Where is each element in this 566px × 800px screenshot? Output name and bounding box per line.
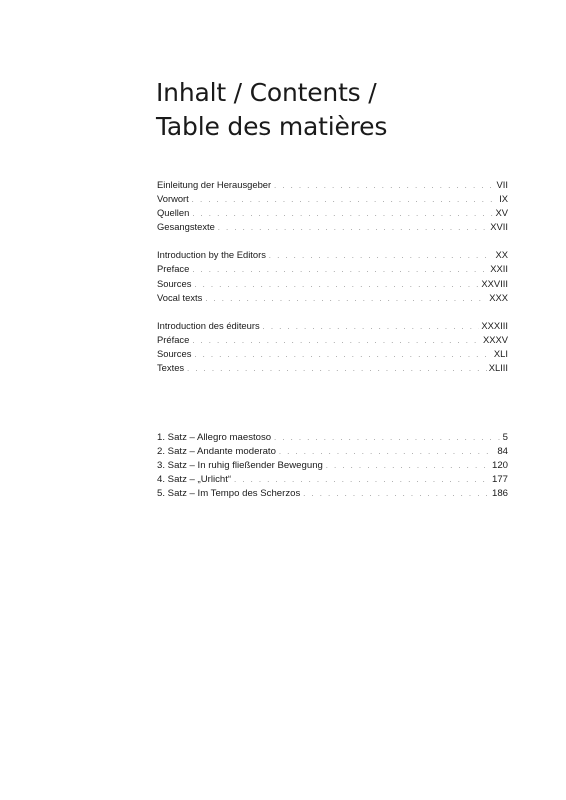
toc-entry-page: XXII [490, 263, 508, 275]
toc-entry [157, 431, 508, 445]
toc-group-french [157, 319, 508, 375]
toc-entry-label: Introduction by the Editors [157, 249, 266, 261]
toc-leader-dots [192, 208, 493, 222]
toc-entry-label: Préface [157, 333, 190, 345]
toc-entry-label: 1. Satz – Allegro maestoso [157, 432, 272, 443]
toc-entry-page: IX [499, 193, 508, 205]
toc-entry [157, 333, 508, 347]
toc-entry [157, 206, 508, 220]
page-title [156, 76, 516, 144]
toc-leader-dots [192, 194, 497, 208]
toc-leader-dots [194, 349, 492, 363]
toc-entry-label: Textes [157, 362, 185, 374]
toc-leader-dots [263, 321, 480, 335]
toc-front-matter [157, 178, 508, 389]
toc-entry-label: Vorwort [157, 193, 189, 205]
toc-leader-dots [269, 250, 494, 264]
toc-leader-dots [218, 222, 488, 236]
toc-entry-page: XLI [493, 347, 508, 359]
toc-leader-dots [194, 279, 479, 293]
toc-leader-dots [274, 432, 501, 446]
toc-entry-label: Gesangstexte [157, 221, 215, 233]
toc-entry-label: 3. Satz – In ruhig fließender Bewegung [157, 460, 323, 472]
toc-group-movements [157, 431, 508, 501]
toc-entry-label: Vocal texts [157, 291, 203, 303]
toc-entry-page: XVII [490, 221, 508, 233]
toc-entry [157, 220, 508, 234]
toc-entry-page: 84 [497, 446, 508, 458]
toc-entry-label: Einleitung der Herausgeber [157, 179, 272, 190]
toc-entry-label: Introduction des éditeurs [157, 319, 260, 331]
toc-leader-dots [279, 446, 495, 460]
toc-entry-page: 186 [491, 488, 508, 500]
toc-leader-dots [187, 363, 487, 377]
toc-entry [157, 473, 508, 487]
toc-group-german [157, 178, 508, 234]
toc-entry [157, 319, 508, 333]
toc-entry-label: Quellen [157, 207, 190, 219]
toc-leader-dots [274, 180, 494, 194]
toc-entry-page: XXVIII [481, 277, 508, 289]
toc-entry-page: 5 [502, 432, 508, 443]
toc-entry-label: Sources [157, 277, 192, 289]
toc-leader-dots [303, 488, 490, 502]
toc-entry [157, 347, 508, 361]
toc-entry [157, 262, 508, 276]
toc-entry-page: XXX [489, 291, 508, 303]
toc-entry-page: XLIII [488, 362, 508, 374]
toc-entry [157, 445, 508, 459]
toc-entry-page: 120 [491, 460, 508, 472]
page-title-line-1: Inhalt / Contents / [156, 78, 377, 107]
toc-entry-label: 4. Satz – „Urlicht“ [157, 474, 232, 486]
toc-leader-dots [192, 335, 481, 349]
toc-entry-label: Preface [157, 263, 190, 275]
toc-entry-page: XXXIII [481, 319, 508, 331]
toc-entry [157, 361, 508, 375]
toc-entry [157, 248, 508, 262]
toc-entry-label: Sources [157, 347, 192, 359]
toc-leader-dots [234, 474, 490, 488]
toc-entry-page: VII [496, 179, 508, 190]
toc-entry-page: 177 [491, 474, 508, 486]
toc-entry-label: 5. Satz – Im Tempo des Scherzos [157, 488, 301, 500]
toc-leader-dots [205, 293, 487, 307]
toc-leader-dots [326, 460, 490, 474]
toc-group-english [157, 248, 508, 304]
toc-movements [157, 431, 508, 515]
page-title-line-2: Table des matières [156, 112, 388, 141]
toc-leader-dots [192, 264, 488, 278]
toc-entry [157, 459, 508, 473]
toc-entry [157, 487, 508, 501]
toc-entry-page: XX [495, 249, 508, 261]
toc-entry [157, 192, 508, 206]
toc-entry-page: XV [495, 207, 508, 219]
toc-entry-label: 2. Satz – Andante moderato [157, 446, 276, 458]
toc-entry [157, 277, 508, 291]
toc-entry-page: XXXV [482, 333, 508, 345]
toc-entry [157, 178, 508, 192]
toc-entry [157, 291, 508, 305]
